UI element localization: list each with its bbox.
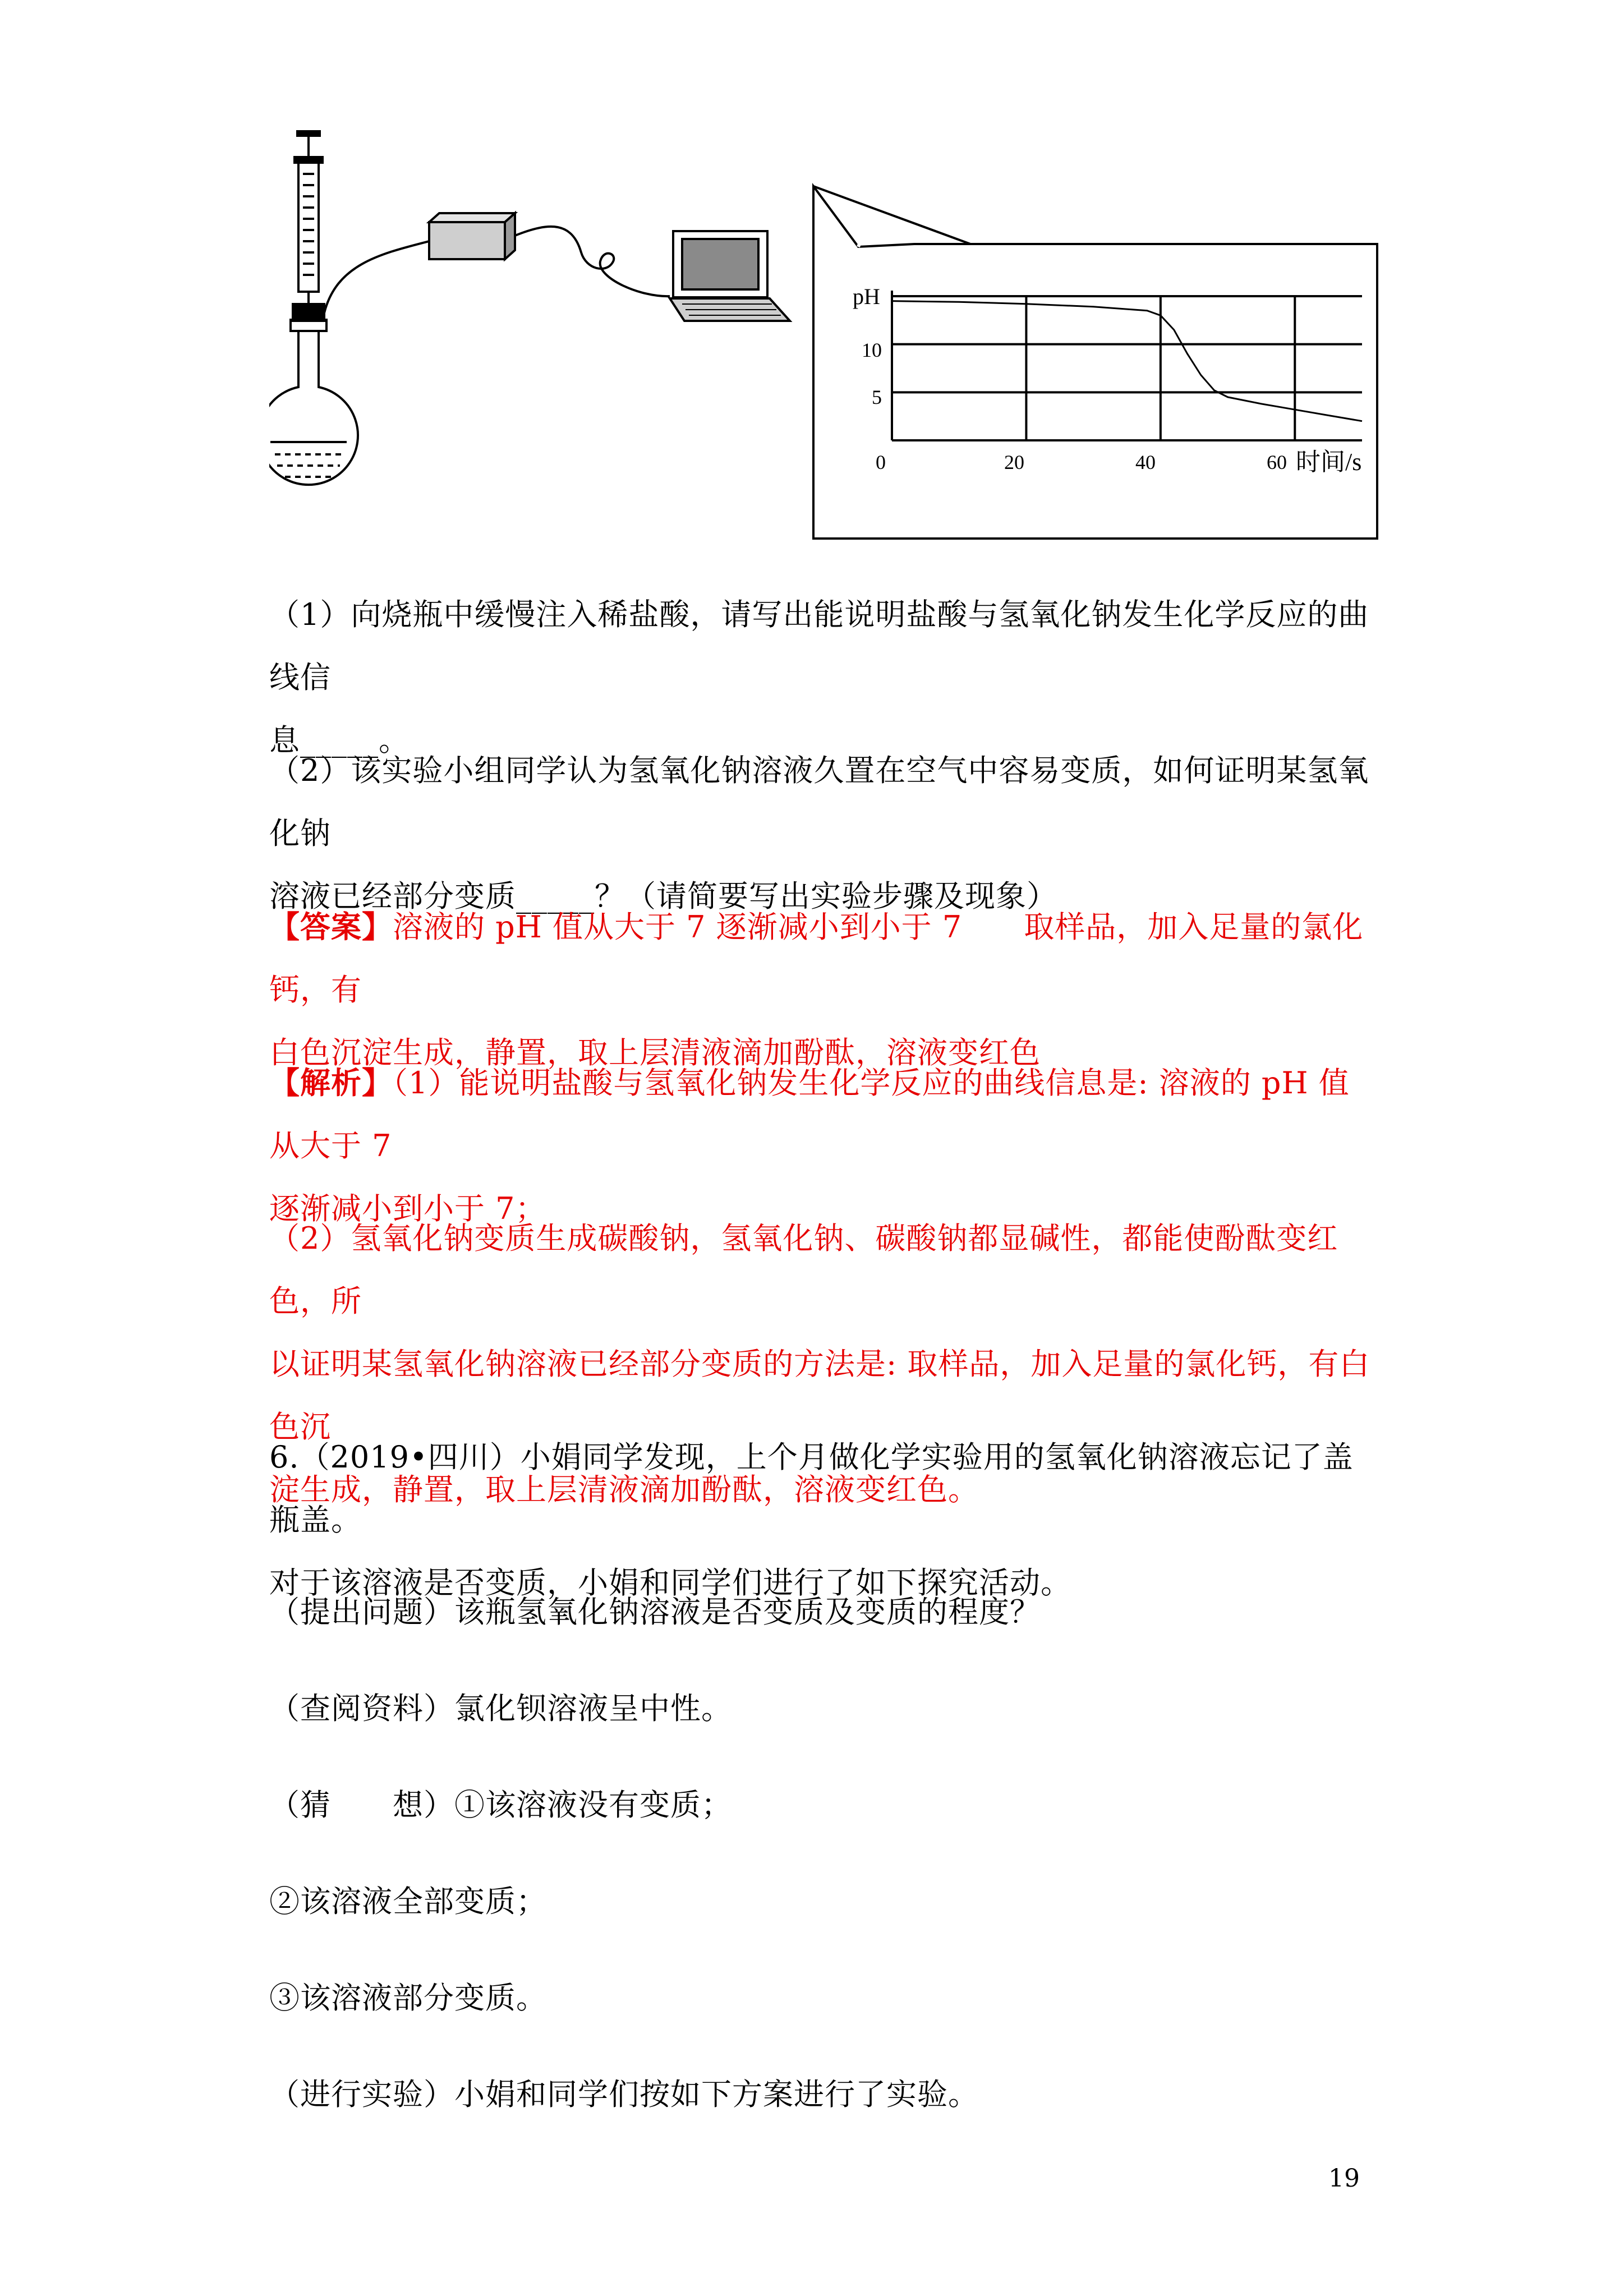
x-axis-label: 时间/s xyxy=(1296,448,1362,476)
q6-guess-3: ③该溶液部分变质。 xyxy=(269,1980,547,2016)
y-tick-5: 5 xyxy=(872,386,882,408)
analysis-tag: 【解析】 xyxy=(269,1065,393,1101)
q6-guess-1: （猜 想）①该溶液没有变质； xyxy=(269,1787,732,1823)
analysis-p2-line-2: 以证明某氢氧化钠溶液已经部分变质的方法是: 取样品，加入足量的氯化钙，有白色沉 xyxy=(269,1346,1370,1444)
question-2-line-1: （2）该实验小组同学认为氢氧化钠溶液久置在空气中容易变质，如何证明某氢氧化钠 xyxy=(269,753,1369,851)
experiment-figure xyxy=(269,123,1414,550)
page-number: 19 xyxy=(1328,2164,1360,2193)
q6-question: （提出问题）该瓶氢氧化钠溶液是否变质及变质的程度？ xyxy=(269,1594,1041,1630)
answer-line-1 xyxy=(269,895,1380,1022)
y-tick-10: 10 xyxy=(862,339,882,361)
answer-tag: 【答案】 xyxy=(269,909,393,945)
data-logger-icon xyxy=(429,213,515,259)
analysis-p2-line-3: 淀生成，静置，取上层清液滴加酚酞，溶液变红色。 xyxy=(269,1472,979,1507)
analysis-line-1 xyxy=(269,1051,1380,1177)
x-tick-40: 40 xyxy=(1135,451,1156,473)
x-tick-20: 20 xyxy=(1004,451,1024,473)
answer-line-2: 白色沉淀生成，静置，取上层清液滴加酚酞，溶液变红色 xyxy=(269,1035,1041,1070)
question-6-line-2: 对于该溶液是否变质，小娟和同学们进行了如下探究活动。 xyxy=(269,1565,1071,1600)
question-2-line-2: 溶液已经部分变质_____？（请简要写出实验步骤及现象） xyxy=(269,878,1057,914)
q6-experiment: （进行实验）小娟和同学们按如下方案进行了实验。 xyxy=(269,2077,979,2112)
q6-guess-2: ②该溶液全部变质； xyxy=(269,1884,547,1919)
answer-text-1: 溶液的 pH 值从大于 7 逐渐减小到小于 7 取样品，加入足量的氯化钙，有 xyxy=(269,909,1364,1007)
analysis-line-2: 逐渐减小到小于 7； xyxy=(269,1191,546,1226)
flask-icon xyxy=(269,304,358,485)
analysis-text-1: （1）能说明盐酸与氢氧化钠发生化学反应的曲线信息是: 溶液的 pH 值从大于 7 xyxy=(269,1065,1350,1163)
y-axis-label: pH xyxy=(853,284,880,309)
syringe-icon xyxy=(295,131,323,309)
x-tick-0: 0 xyxy=(876,451,886,473)
question-1-line-1: （1）向烧瓶中缓慢注入稀盐酸，请写出能说明盐酸与氢氧化钠发生化学反应的曲线信 xyxy=(269,597,1369,695)
question-6-line-1: 6.（2019•四川）小娟同学发现，上个月做化学实验用的氢氧化钠溶液忘记了盖瓶盖。 xyxy=(269,1439,1354,1538)
q6-info: （查阅资料）氯化钡溶液呈中性。 xyxy=(269,1691,732,1726)
question-1-line-2: 息_____。 xyxy=(269,723,410,758)
x-tick-60: 60 xyxy=(1267,451,1287,473)
callout-bubble xyxy=(813,186,1377,539)
laptop-icon xyxy=(670,231,790,321)
analysis-p2-line-1: （2）氢氧化钠变质生成碳酸钠，氢氧化钠、碳酸钠都显碱性，都能使酚酞变红色，所 xyxy=(269,1221,1338,1319)
